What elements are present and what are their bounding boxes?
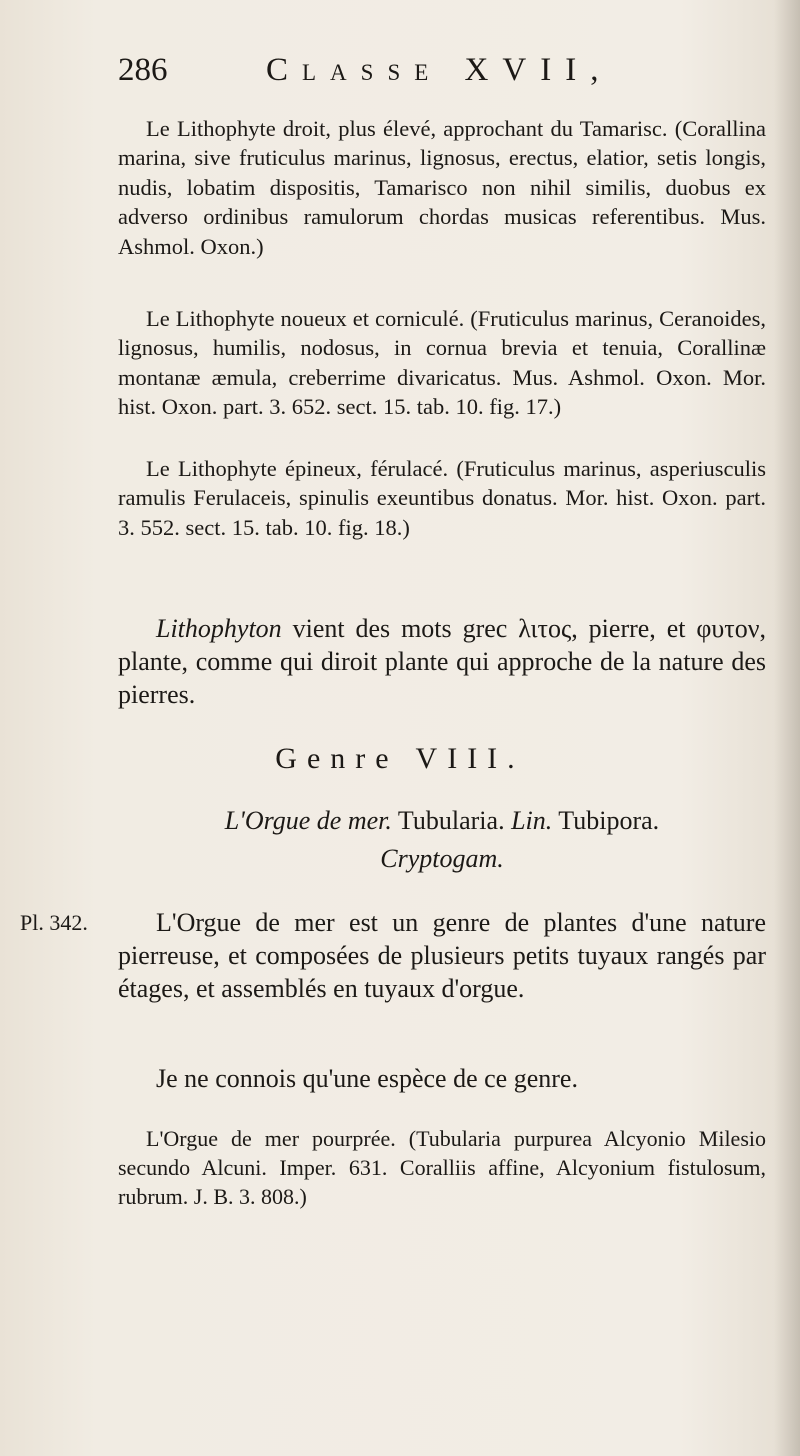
page-header [118,52,778,104]
entry-lithophyte-droit: Le Lithophyte droit, plus élevé, approchant du Tamarisc. (Corallina marina, sive fruticulus marinus, lignosus, erectus, elatior, setis longis, nudis, lobatim dispositis, Tamarisco non nihil similis, duobus ex adverso ordinibus ramulorum chordas musicas referentibus. Mus. Ashmol. Oxon.) [118,116,766,259]
genre-cryptogam: Cryptogam. [380,844,504,873]
entry-lithophyte-epineux: Le Lithophyte épineux, férulacé. (Fruticulus marinus, asperiusculis ramulis Ferulaceis, spinulis exeuntibus donatus. Mor. hist. Oxon. part. 3. 552. sect. 15. tab. 10. fig. 18.) [118,456,766,540]
entry-lithophyte-noueux: Le Lithophyte noueux et corniculé. (Fruticulus marinus, Ceranoides, lignosus, humilis, nodosus, in cornua brevia et tenuia, Corallinæ montanæ æmula, creberrime divaricatus. Mus. Ashmol. Oxon. Mor. hist. Oxon. part. 3. 652. sect. 15. tab. 10. fig. 17.) [118,306,766,420]
page-edge-shadow [774,0,800,1456]
etymology-text: vient des mots grec λιτος, pierre, et φυτον, plante, comme qui diroit plante qui approche de la nature des pierres. [118,614,766,709]
page-number: 286 [118,52,168,88]
running-title: Classe XVII, [266,52,613,88]
plate-reference: Pl. 342. [20,910,88,935]
species-entry: L'Orgue de mer pourprée. (Tubularia purpurea Alcyonio Milesio secundo Alcuni. Imper. 631. Coralliis affine, Alcyonium fistulosum, rubrum. J. B. 3. 808.) [118,1126,766,1209]
genre-synonymy [118,804,766,838]
etymology-term: Lithophyton [156,614,282,643]
genre-heading: Genre VIII. [275,742,525,775]
etymology-paragraph [118,612,766,711]
genre-lin: Lin. [511,806,553,835]
genre-name-fr: L'Orgue de mer. [224,806,392,835]
genre-name-lat: Tubularia. [391,806,512,835]
genre-description: L'Orgue de mer est un genre de plantes d'une nature pierreuse, et composées de plusieurs petits tuyaux rangés par étages, et assemblés en tuyaux d'orgue. [118,908,766,1003]
genre-cryptogam-line [118,842,766,876]
genre-tubipora: Tubipora. [552,806,660,835]
one-species-note: Je ne connois qu'une espèce de ce genre. [156,1064,578,1093]
